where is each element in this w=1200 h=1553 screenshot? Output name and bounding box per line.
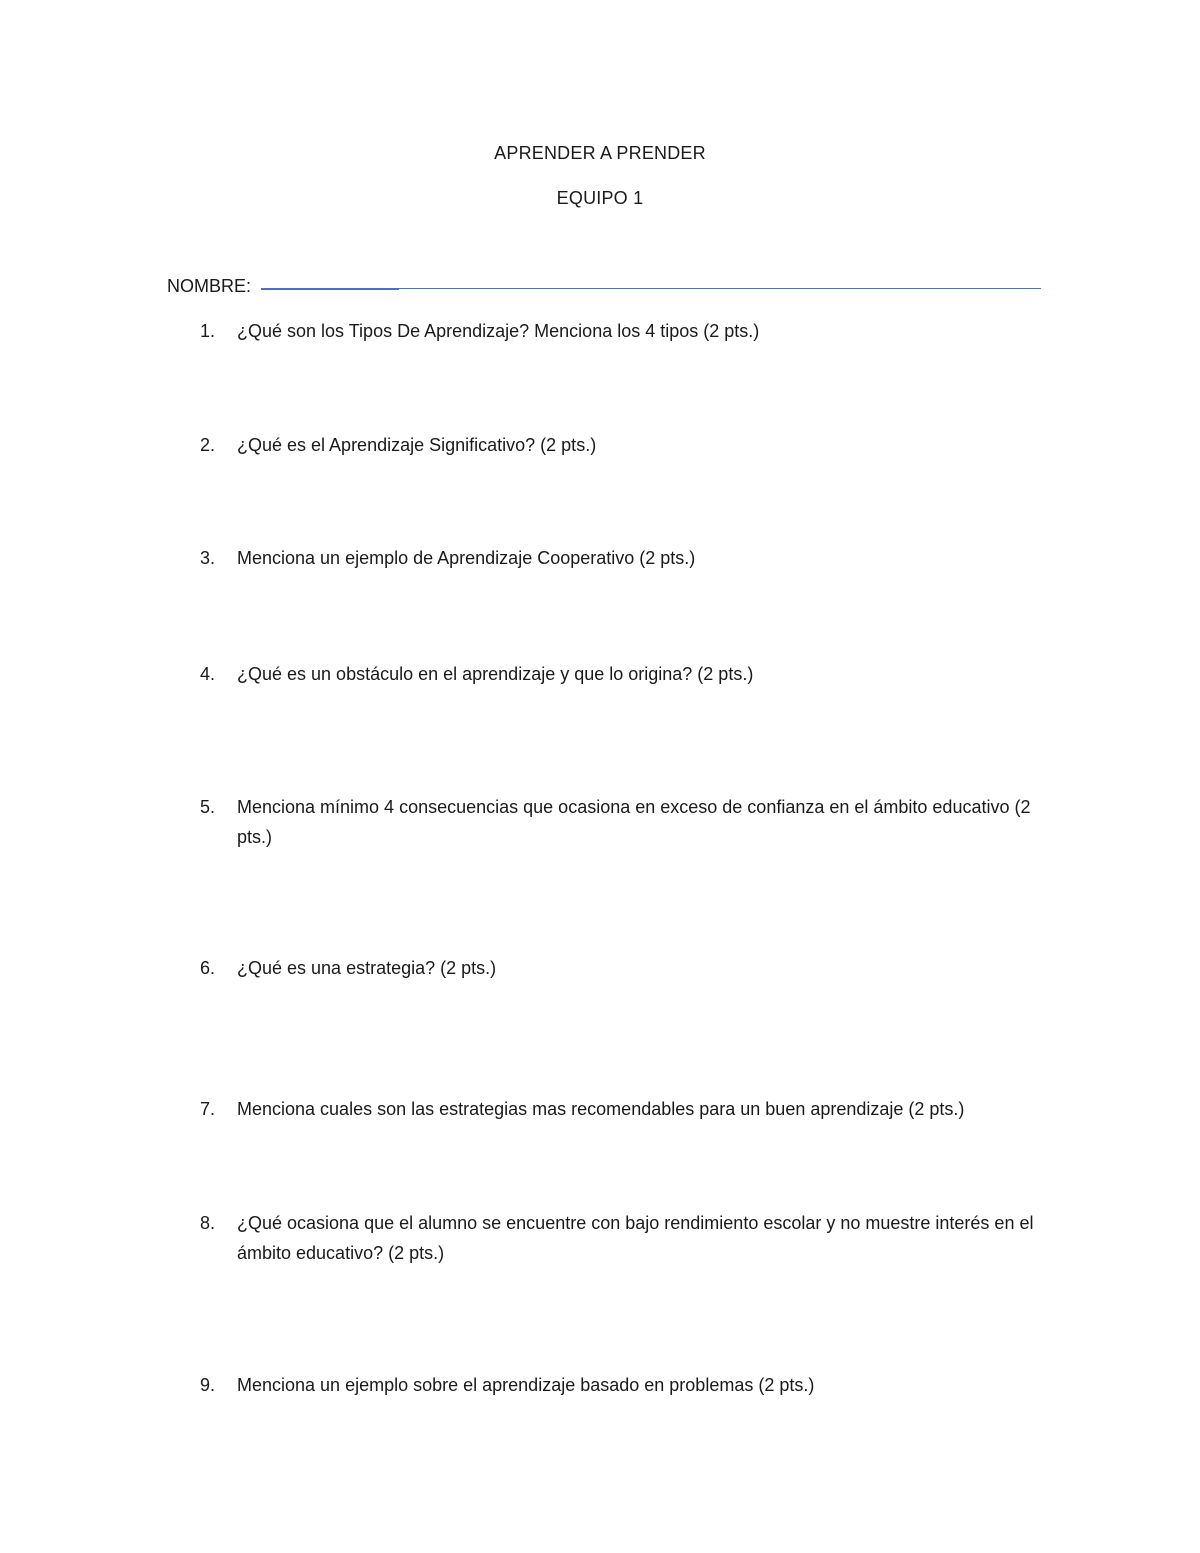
name-blank-line-segment — [261, 289, 399, 290]
document-subtitle: EQUIPO 1 — [556, 188, 644, 208]
question-text: ¿Qué ocasiona que el alumno se encuentre con bajo rendimiento escolar y no muestre interés en el ámbito educativo? (2 pts.) — [237, 1213, 1034, 1263]
question-text: Menciona cuales son las estrategias mas recomendables para un buen aprendizaje (2 pts.) — [237, 1099, 965, 1119]
question-text: ¿Qué es el Aprendizaje Significativo? (2 pts.) — [237, 435, 597, 455]
question-number: 1. — [200, 321, 216, 341]
question-number: 7. — [200, 1099, 216, 1119]
question-text: ¿Qué es un obstáculo en el aprendizaje y que lo origina? (2 pts.) — [237, 664, 754, 684]
question-text: ¿Qué es una estrategia? (2 pts.) — [237, 958, 497, 978]
document-title: APRENDER A PRENDER — [494, 143, 706, 163]
question-text: ¿Qué son los Tipos De Aprendizaje? Menciona los 4 tipos (2 pts.) — [237, 321, 760, 341]
question-number: 3. — [200, 548, 216, 568]
question-number: 9. — [200, 1375, 216, 1395]
question-text: Menciona mínimo 4 consecuencias que ocasiona en exceso de confianza en el ámbito educativo (2 pts.) — [237, 797, 1031, 847]
question-text: Menciona un ejemplo de Aprendizaje Cooperativo (2 pts.) — [237, 548, 696, 568]
question-number: 8. — [200, 1213, 216, 1233]
question-number: 6. — [200, 958, 216, 978]
name-field-row — [167, 276, 1047, 300]
question-number: 5. — [200, 797, 216, 817]
question-text: Menciona un ejemplo sobre el aprendizaje basado en problemas (2 pts.) — [237, 1375, 815, 1395]
question-number: 4. — [200, 664, 216, 684]
name-label: NOMBRE: — [167, 276, 252, 296]
question-number: 2. — [200, 435, 216, 455]
